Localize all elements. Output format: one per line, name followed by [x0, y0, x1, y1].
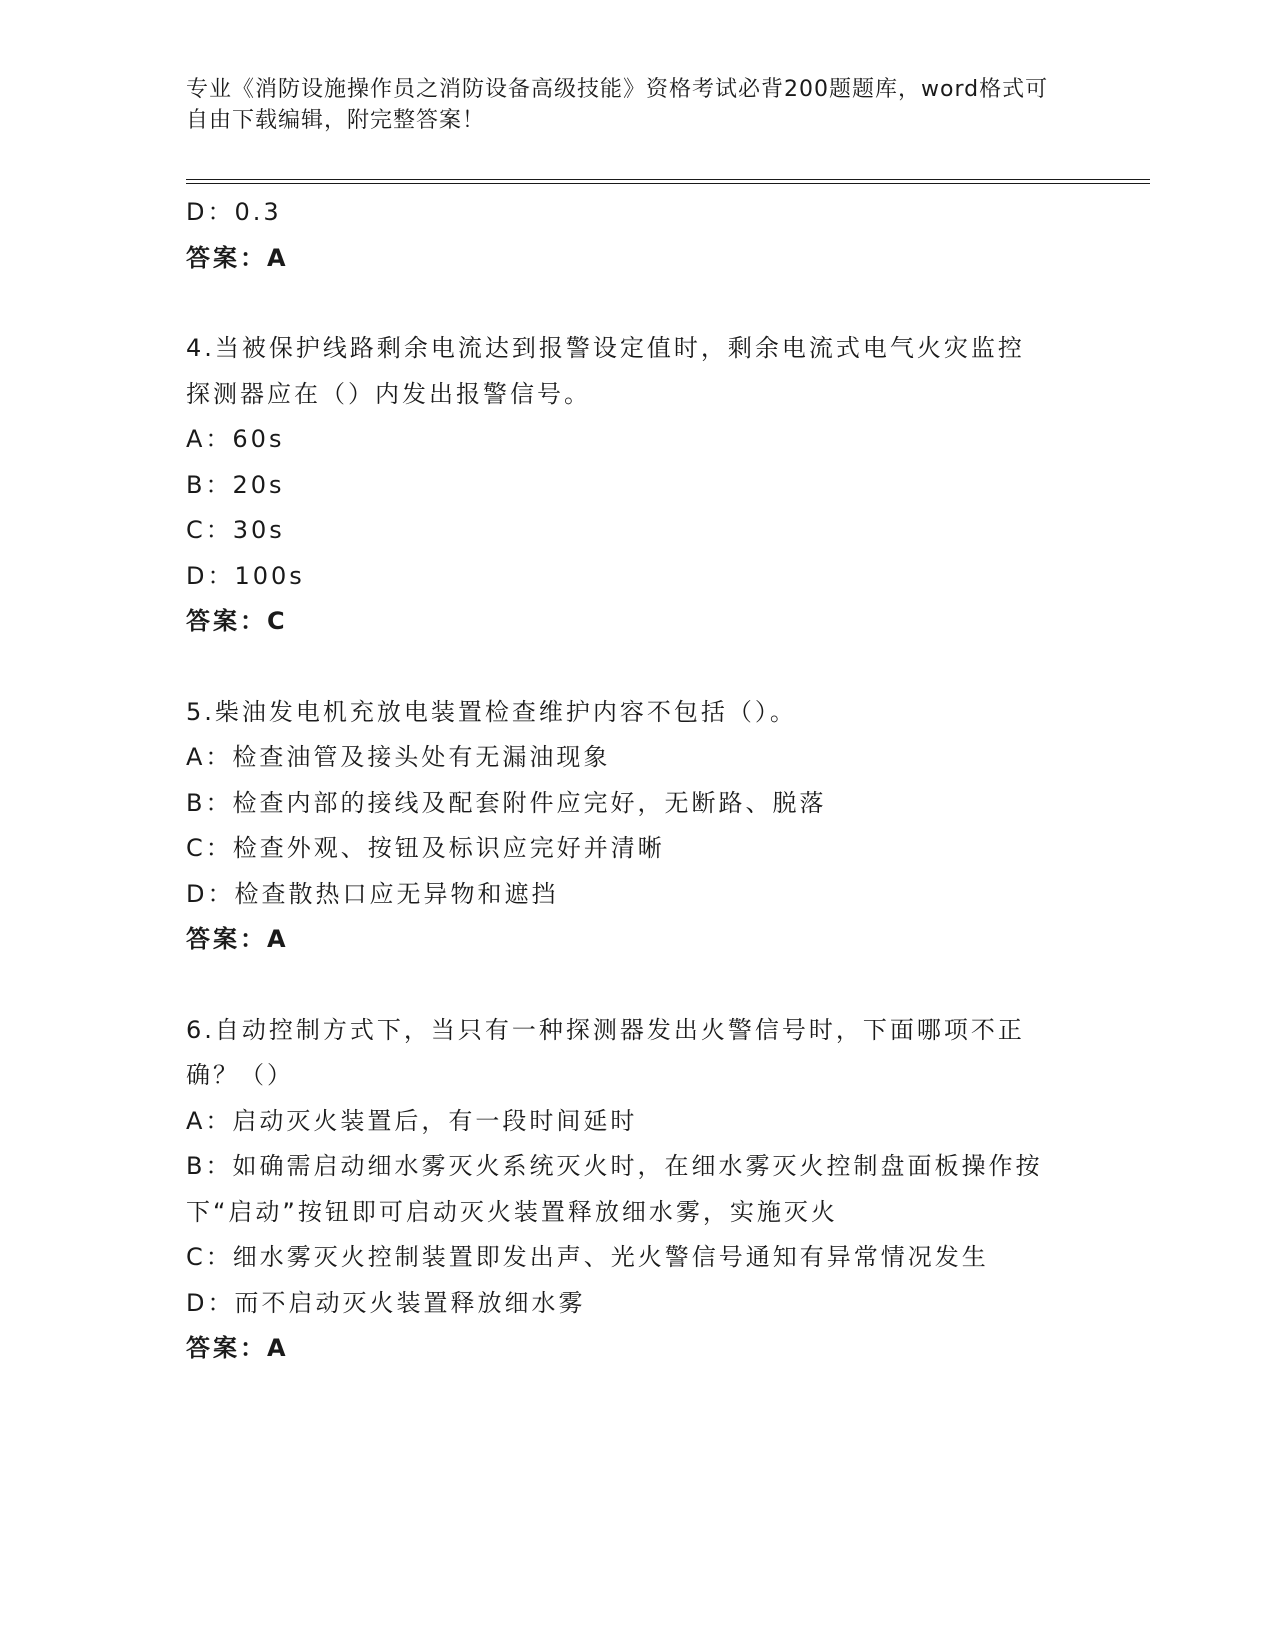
question-6 — [186, 1008, 1086, 1372]
question-text: 5.柴油发电机充放电装置检查维护内容不包括（）。 — [186, 697, 797, 726]
option-a: A：60s — [186, 425, 285, 453]
question-text: 6.自动控制方式下，当只有一种探测器发出火警信号时，下面哪项不正确？（） — [186, 1015, 1025, 1089]
question-4 — [186, 326, 1086, 645]
option-d: D：0.3 — [186, 198, 282, 226]
option-c: C：30s — [186, 516, 285, 544]
document-body — [186, 190, 1086, 1372]
option-d: D：100s — [186, 561, 305, 590]
option-c: C：检查外观、按钮及标识应完好并清晰 — [186, 834, 665, 862]
document-header: 专业《消防设施操作员之消防设备高级技能》资格考试必背200题题库，word格式可自由下载编辑，附完整答案！ — [186, 77, 1049, 133]
option-b: B：检查内部的接线及配套附件应完好，无断路、脱落 — [186, 788, 827, 817]
header-divider-top — [186, 179, 1150, 180]
option-d: D：而不启动灭火装置释放细水雾 — [186, 1288, 586, 1317]
answer: 答案：A — [186, 243, 289, 272]
question-text: 4.当被保护线路剩余电流达到报警设定值时，剩余电流式电气火灾监控探测器应在（）内发出报警信号。 — [186, 334, 1025, 408]
question-3-tail — [186, 190, 1086, 281]
option-b: B：如确需启动细水雾灭火系统灭火时，在细水雾灭火控制盘面板操作按下“启动”按钮即可启动灭火装置释放细水雾，实施灭火 — [186, 1152, 1043, 1226]
answer: 答案：A — [186, 1334, 289, 1362]
option-c: C：细水雾灭火控制装置即发出声、光火警信号通知有异常情况发生 — [186, 1243, 989, 1271]
header-divider-bottom — [186, 183, 1150, 184]
answer: 答案：A — [186, 925, 289, 953]
option-b: B：20s — [186, 470, 285, 499]
option-a: A：启动灭火装置后，有一段时间延时 — [186, 1106, 638, 1135]
question-5 — [186, 690, 1086, 963]
option-d: D：检查散热口应无异物和遮挡 — [186, 879, 559, 908]
answer: 答案：C — [186, 607, 288, 635]
option-a: A：检查油管及接头处有无漏油现象 — [186, 743, 611, 771]
